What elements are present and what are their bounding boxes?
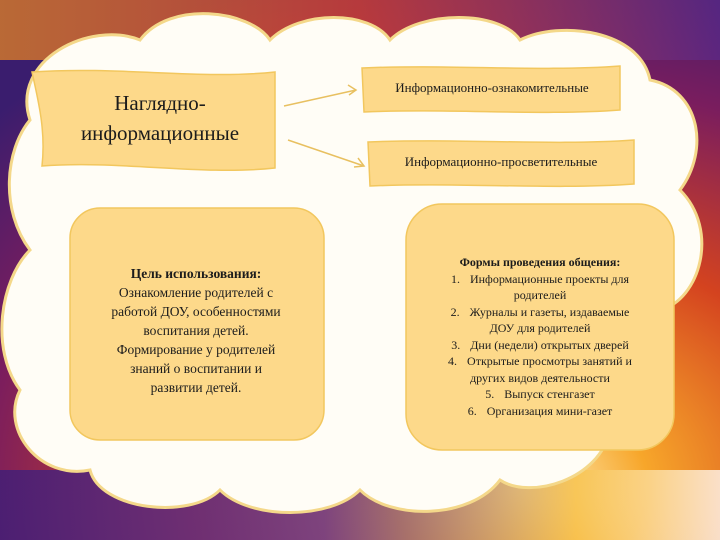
banner-line-1: Наглядно- — [114, 91, 206, 115]
list-item — [414, 386, 666, 403]
list-number: 2. — [450, 304, 460, 319]
list-item — [414, 353, 666, 386]
list-item — [414, 271, 666, 304]
list-item — [414, 403, 666, 420]
goal-line: знаний о воспитании и — [130, 361, 262, 376]
list-text-cont: других видов деятельности — [470, 370, 610, 385]
list-text: Дни (недели) открытых дверей — [470, 337, 629, 352]
goal-box — [74, 264, 318, 397]
list-text: Информационные проекты для — [469, 271, 630, 286]
list-number: 3. — [451, 337, 461, 352]
list-text-cont: родителей — [513, 288, 567, 302]
banner-title — [40, 88, 280, 148]
list-text-cont: ДОУ для родителей — [489, 321, 591, 335]
goal-line: воспитания детей. — [143, 323, 249, 338]
forms-list — [414, 271, 666, 420]
list-text: Выпуск стенгазет — [504, 387, 595, 401]
goal-line: Формирование у родителей — [116, 342, 276, 357]
list-number: 5. — [485, 387, 495, 401]
forms-box — [414, 254, 666, 419]
tag-info-familiarization: Информационно-ознакомительные — [395, 80, 589, 95]
list-number: 1. — [450, 271, 460, 286]
list-item — [414, 337, 666, 354]
tag-info-educational: Информационно-просветительные — [404, 154, 598, 169]
goal-line: Ознакомление родителей с — [118, 285, 274, 300]
list-number: 6. — [467, 403, 477, 418]
goal-title: Цель использования: — [130, 266, 262, 281]
list-item — [414, 304, 666, 337]
list-text: Открытые просмотры занятий и — [467, 354, 632, 368]
goal-line: развитии детей. — [150, 380, 242, 395]
forms-title: Формы проведения общения: — [459, 255, 621, 269]
list-number: 4. — [448, 354, 458, 368]
list-text: Организация мини-газет — [486, 403, 613, 418]
goal-line: работой ДОУ, особенностями — [111, 304, 281, 319]
banner-line-2: информационные — [80, 121, 240, 145]
list-text: Журналы и газеты, издаваемые — [469, 304, 630, 319]
